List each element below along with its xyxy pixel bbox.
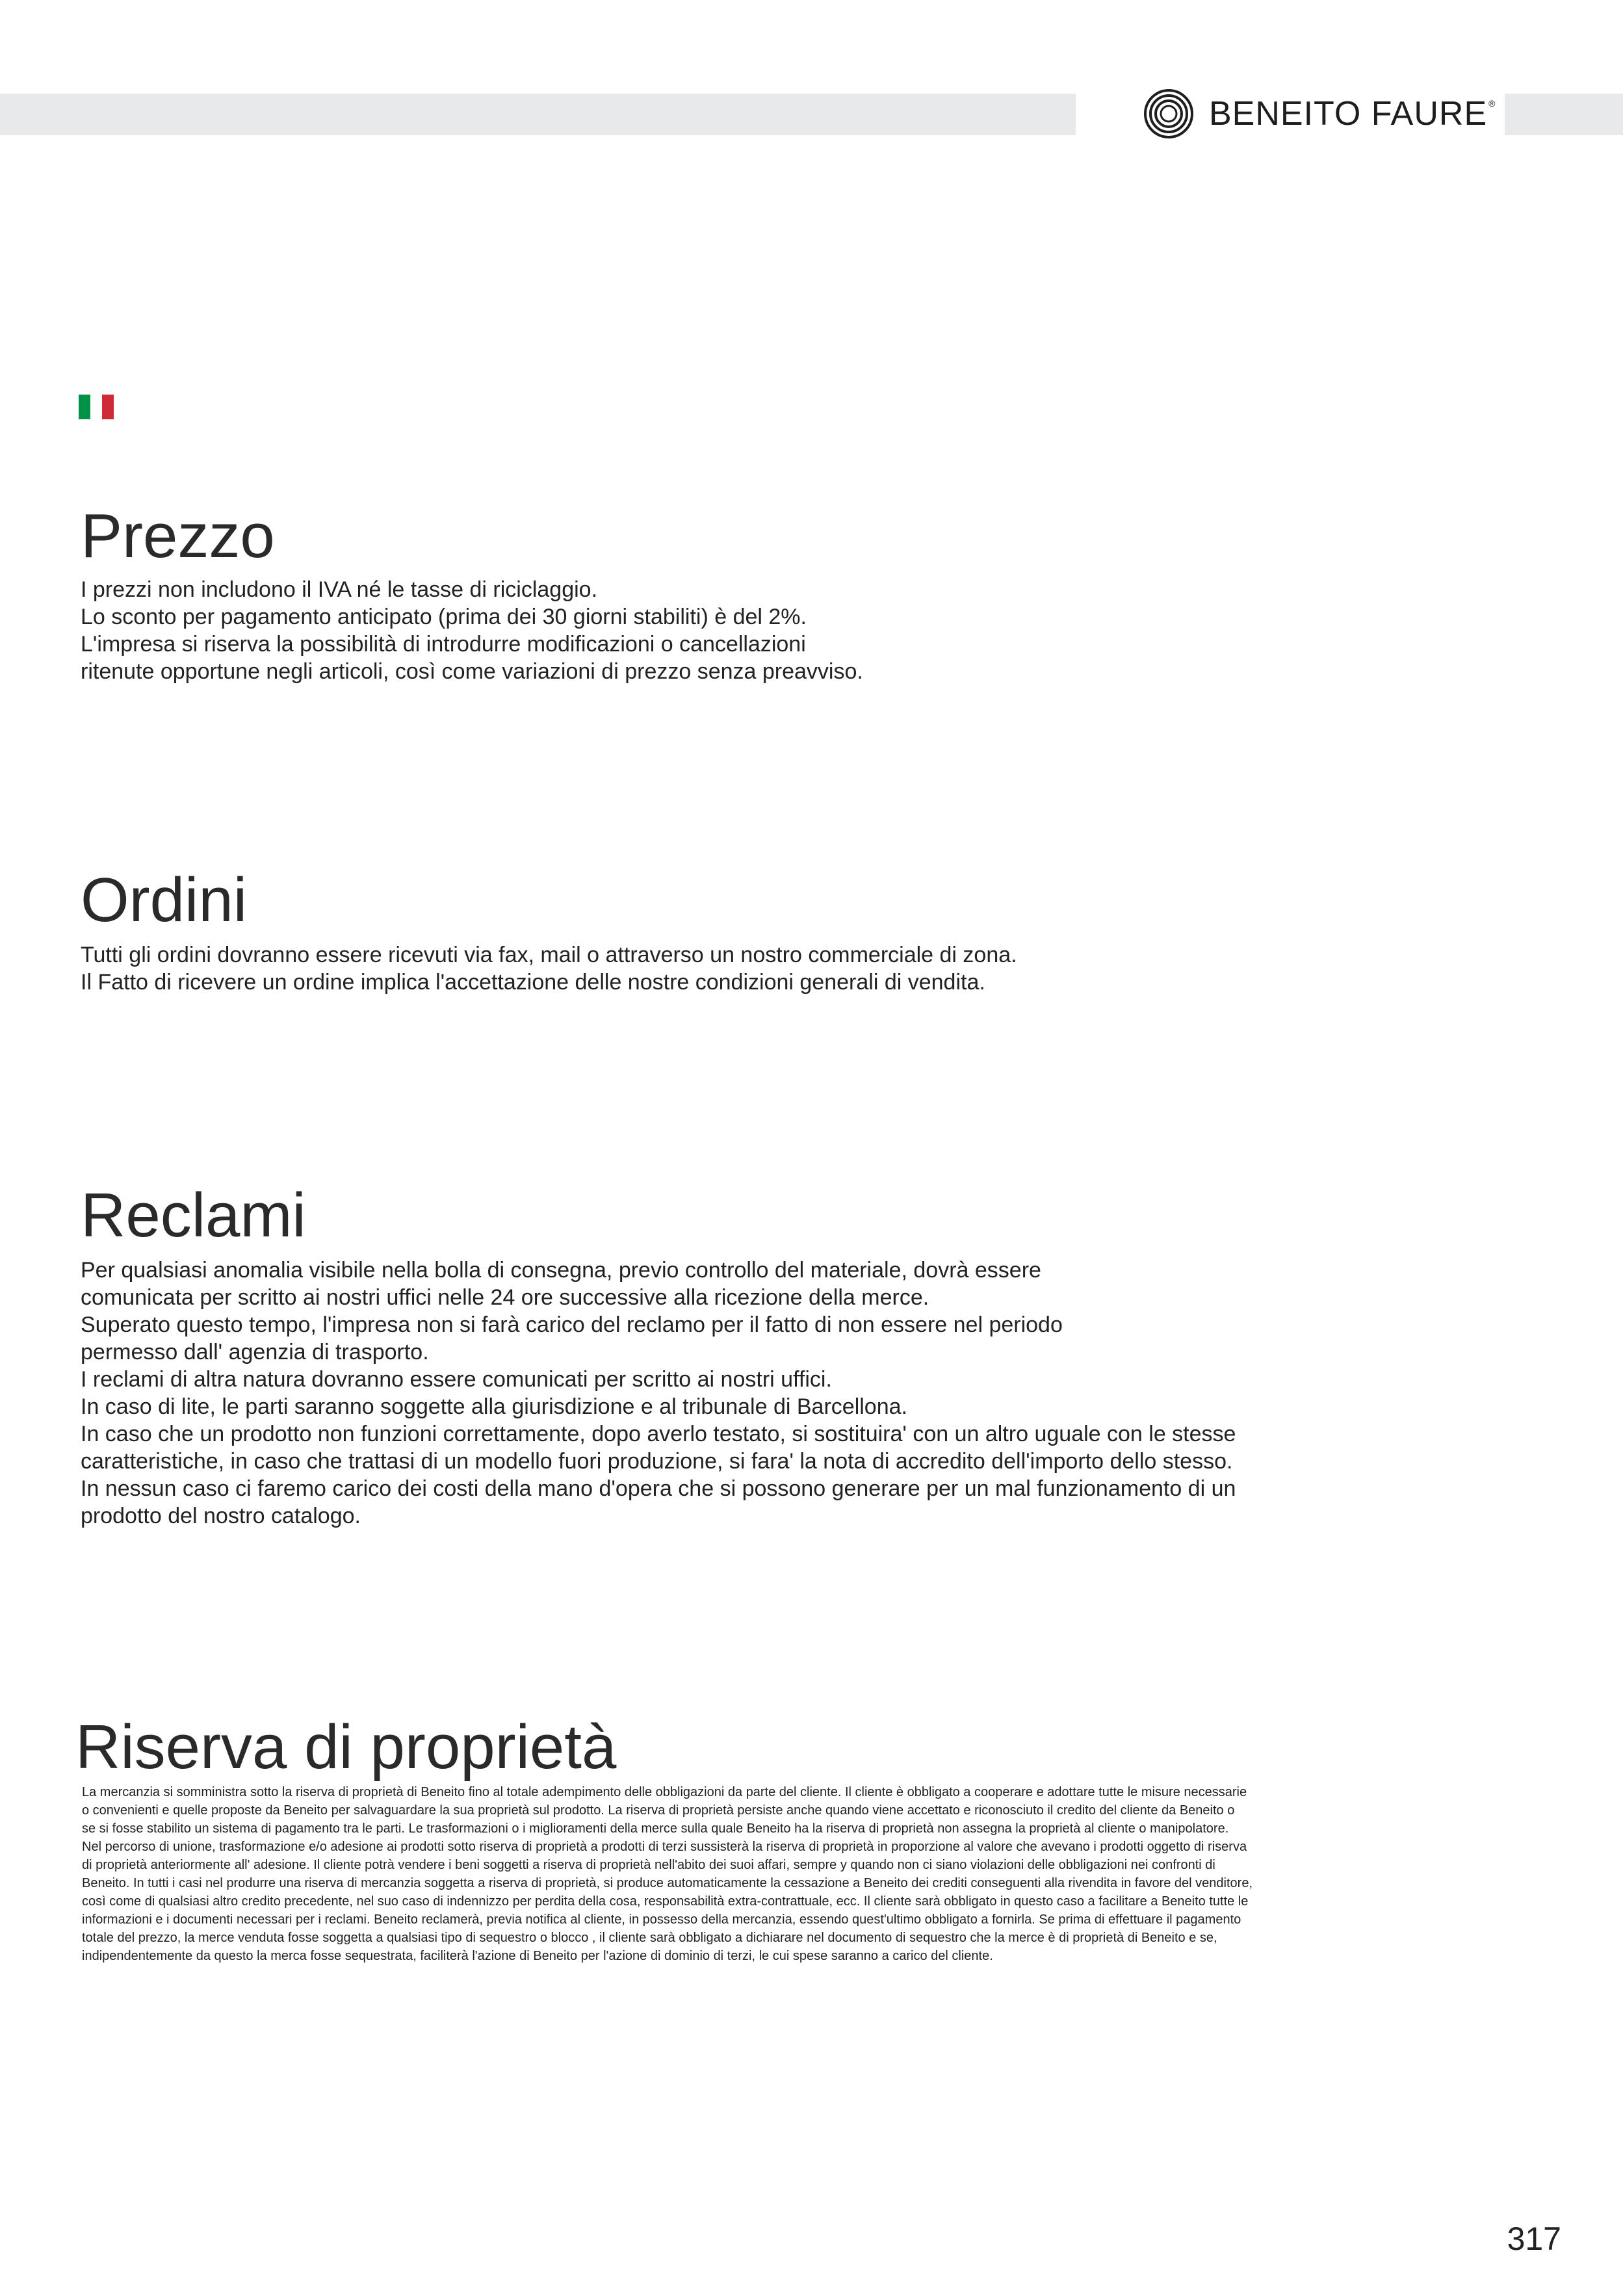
section-reclami	[81, 1180, 1543, 1530]
section-body	[82, 1783, 1538, 1965]
brand-name: BENEITO FAURE ®	[1209, 95, 1496, 133]
text-line: ritenute opportune negli articoli, così come variazioni di prezzo senza preavviso.	[81, 659, 863, 684]
section-prezzo	[81, 501, 1543, 685]
text-line: se si fosse stabilito un sistema di pagamento tra le parti. Le trasformazioni o i miglioramenti della merce sulla quale Beneito ha la riserva di proprietà non assegna la proprietà al cliente o manipolatore.	[82, 1821, 1229, 1836]
section-title: Ordini	[81, 865, 248, 935]
text-line: Nel percorso di unione, trasformazione e/o adesione ai prodotti sotto riserva di proprietà a prodotti di terzi sussisterà la riserva di proprietà in proporzione al valore che avevano i prodotti oggetto di riserva	[82, 1840, 1247, 1854]
text-line: In caso di lite, le parti saranno soggette alla giurisdizione e al tribunale di Barcellona.	[81, 1394, 907, 1419]
text-line: I prezzi non includono il IVA né le tasse di riciclaggio.	[81, 577, 598, 602]
section-body	[81, 941, 1543, 996]
text-line: totale del prezzo, la merce venduta fosse soggetta a qualsiasi tipo di sequestro o blocco , il cliente sarà obbligato a dichiarare nel documento di sequestro che la merce è di proprietà di Beneito e se,	[82, 1931, 1217, 1945]
text-line: In caso che un prodotto non funzioni correttamente, dopo averlo testato, si sostituira' con un altro uguale con le stesse	[81, 1422, 1236, 1446]
text-line: In nessun caso ci faremo carico dei costi della mano d'opera che si possono generare per un mal funzionamento di un	[81, 1476, 1236, 1501]
section-ordini	[81, 865, 1543, 996]
text-line: L'impresa si riserva la possibilità di introdurre modificazioni o cancellazioni	[81, 632, 806, 657]
text-line: di proprietà anteriormente all' adesione. Il cliente potrà vendere i beni soggetti a riserva di proprietà nell'abito dei suoi affari, sempre y quando non ci siano violazioni delle obbligazioni nei confronti di	[82, 1858, 1215, 1872]
page-number: 317	[1507, 2221, 1561, 2257]
section-title: Riserva di proprietà	[75, 1712, 617, 1782]
brand-logo	[1143, 86, 1496, 142]
section-title: Reclami	[81, 1181, 306, 1250]
text-line: La mercanzia si somministra sotto la riserva di proprietà di Beneito fino al totale adempimento delle obbligazioni da parte del cliente. Il cliente è obbligato a cooperare e adottare tutte le misure necessarie	[82, 1785, 1247, 1799]
text-line: Tutti gli ordini dovranno essere ricevuti via fax, mail o attraverso un nostro commerciale di zona.	[81, 943, 1017, 967]
text-line: Lo sconto per pagamento anticipato (prima dei 30 giorni stabiliti) è del 2%.	[81, 605, 807, 629]
header-bar-left	[0, 94, 1076, 135]
text-line: così come di qualsiasi altro credito precedente, nel suo caso di indennizzo per perdita della cosa, responsabilità extra-contrattuale, ecc. Il cliente sarà obbligato in questo caso a facilitare a Beneito tutte le	[82, 1894, 1249, 1909]
text-line: o convenienti e quelle proposte da Beneito per salvaguardare la sua proprietà sul prodotto. La riserva di proprietà persiste anche quando viene accettato e riconosciuto il credito del cliente da Beneito o	[82, 1803, 1235, 1818]
registered-mark: ®	[1488, 98, 1496, 109]
text-line: Per qualsiasi anomalia visibile nella bolla di consegna, previo controllo del materiale, dovrà essere	[81, 1258, 1041, 1283]
text-line: Beneito. In tutti i casi nel produrre una riserva di mercanzia soggetta a riserva di proprietà, si produce automaticamente la cessazione a Beneito dei crediti conseguenti alla rivendita in favore del venditore,	[82, 1876, 1253, 1890]
section-riserva	[75, 1712, 1538, 1965]
section-body	[81, 1257, 1543, 1530]
section-title: Prezzo	[81, 501, 275, 571]
concentric-circles-logo-icon	[1143, 88, 1195, 140]
italian-flag-icon	[79, 395, 114, 419]
flag-stripe-red	[102, 395, 114, 419]
header-bar-right	[1505, 94, 1623, 135]
section-body	[81, 576, 1543, 685]
text-line: Il Fatto di ricevere un ordine implica l'accettazione delle nostre condizioni generali di vendita.	[81, 970, 985, 995]
text-line: comunicata per scritto ai nostri uffici nelle 24 ore successive alla ricezione della merce.	[81, 1285, 929, 1310]
text-line: permesso dall' agenzia di trasporto.	[81, 1340, 429, 1364]
text-line: Superato questo tempo, l'impresa non si farà carico del reclamo per il fatto di non essere nel periodo	[81, 1312, 1063, 1337]
text-line: indipendentemente da questo la merca fosse sequestrata, faciliterà l'azione di Beneito per l'azione di dominio di terzi, le cui spese saranno a carico del cliente.	[82, 1949, 993, 1963]
text-line: informazioni e i documenti necessari per i reclami. Beneito reclamerà, previa notifica al cliente, in possesso della mercanzia, essendo quest'ultimo obbligato a fornirla. Se prima di effettuare il pagamento	[82, 1912, 1241, 1927]
text-line: prodotto del nostro catalogo.	[81, 1504, 361, 1528]
text-line: I reclami di altra natura dovranno essere comunicati per scritto ai nostri uffici.	[81, 1367, 832, 1392]
flag-stripe-green	[79, 395, 90, 419]
flag-stripe-white	[90, 395, 102, 419]
text-line: caratteristiche, in caso che trattasi di un modello fuori produzione, si fara' la nota di accredito dell'importo dello stesso.	[81, 1449, 1233, 1474]
